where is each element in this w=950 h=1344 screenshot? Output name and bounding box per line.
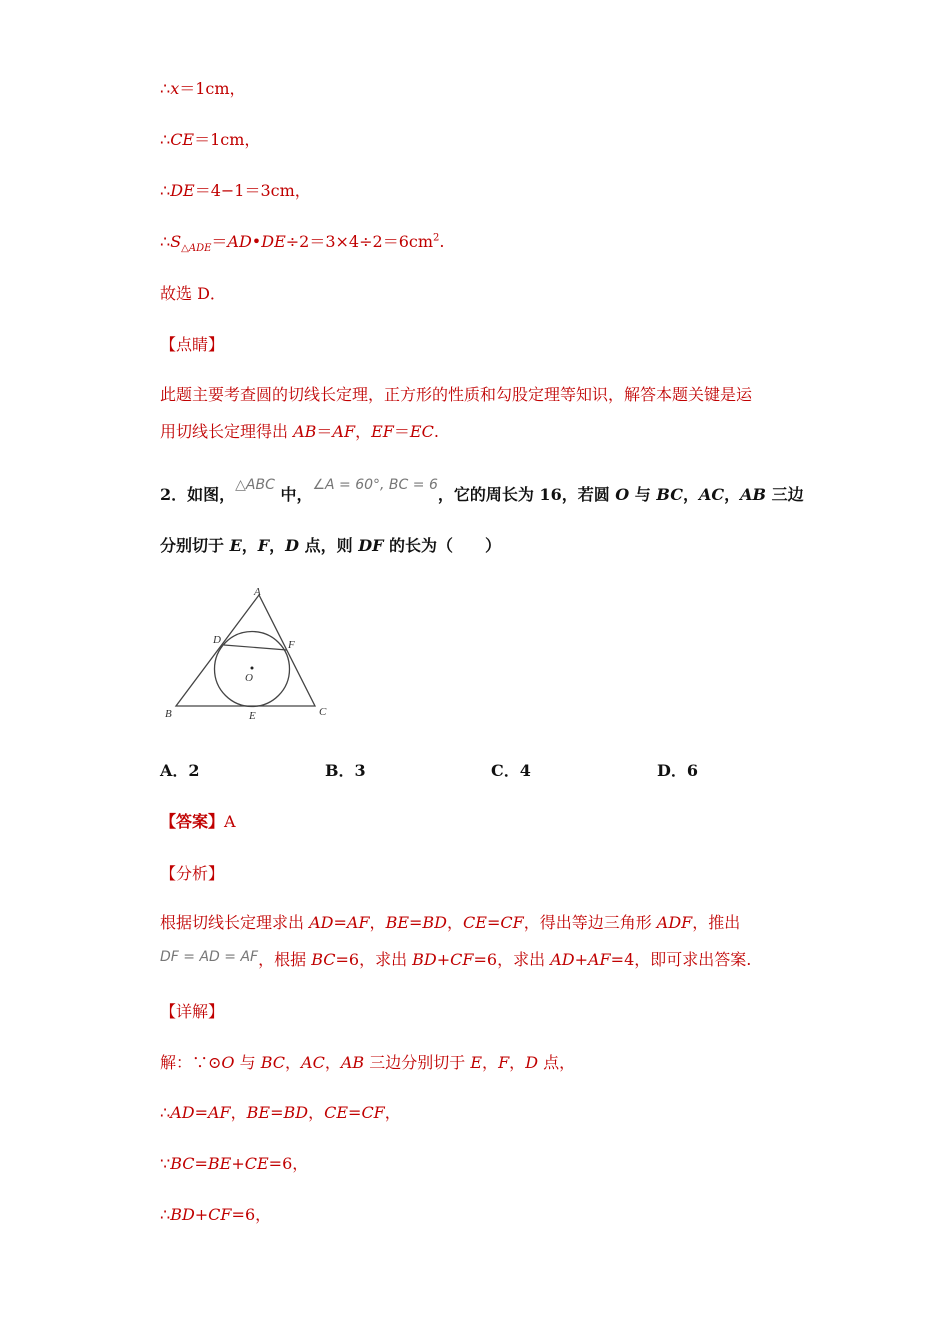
triangle-incircle-figure	[160, 580, 340, 725]
solution-choice: 故选 D．	[160, 284, 226, 303]
center-point-o	[251, 667, 254, 670]
question-line-1: 2．如图，△ABC 中，∠A = 60°, BC = 6，它的周长为 16，若圆 O 与 BC，AC，AB 三边	[160, 477, 804, 504]
solution-line-de: ∴DE＝4−1＝3cm，	[160, 181, 311, 200]
label-b: B	[165, 708, 172, 720]
comment-title: 【点睛】	[160, 335, 225, 354]
label-c: C	[319, 706, 327, 718]
analysis-line-2: DF = AD = AF，根据 BC=6，求出 BD+CF=6，求出 AD+AF=4，即可求出答案.	[160, 949, 752, 969]
detail-line-4: ∴BD+CF=6，	[160, 1205, 272, 1224]
option-a[interactable]: A．2	[160, 761, 200, 780]
label-d: D	[213, 634, 221, 646]
formula-angle-bc: ∠A = 60°, BC = 6	[312, 477, 438, 493]
segment-df	[224, 645, 287, 650]
solution-line-area: $\therefore S_{\triangle ADE}=AD•DE\div 2=3\times 4\div 2=6cm^2$.	[160, 232, 445, 255]
question-line-2: 分别切于 E，F，D 点，则 DF 的长为（ ）	[160, 536, 502, 555]
label-e: E	[249, 710, 256, 722]
label-o: O	[245, 672, 253, 684]
label-f: F	[288, 639, 295, 651]
formula-df-ad-af: DF = AD = AF	[160, 949, 259, 965]
detail-title: 【详解】	[160, 1002, 225, 1021]
detail-line-3: ∵BC=BE+CE=6，	[160, 1154, 309, 1173]
analysis-title: 【分析】	[160, 864, 225, 883]
solution-line-ce: ∴CE＝1cm，	[160, 130, 261, 149]
option-b[interactable]: B．3	[325, 761, 366, 780]
answer-label: 【答案】	[160, 812, 225, 831]
answer	[160, 809, 236, 832]
comment-line-2: 用切线长定理得出 AB＝AF，EF＝EC.	[160, 422, 439, 441]
detail-line-1: 解：∵⊙O 与 BC，AC，AB 三边分别切于 E，F，D 点，	[160, 1053, 576, 1072]
solution-line-x: ∴x＝1cm，	[160, 79, 246, 98]
option-c[interactable]: C．4	[491, 761, 531, 780]
detail-line-2: ∴AD=AF，BE=BD，CE=CF，	[160, 1103, 401, 1122]
comment-line-1: 此题主要考查圆的切线长定理，正方形的性质和勾股定理等知识，解答本题关键是运	[160, 385, 753, 404]
option-d[interactable]: D．6	[657, 761, 699, 780]
answer-value: A	[224, 812, 236, 831]
formula-triangle-abc: △ABC	[235, 477, 275, 493]
analysis-line-1: 根据切线长定理求出 AD=AF，BE=BD，CE=CF，得出等边三角形 ADF，推出	[160, 913, 741, 932]
label-a: A	[254, 586, 261, 598]
